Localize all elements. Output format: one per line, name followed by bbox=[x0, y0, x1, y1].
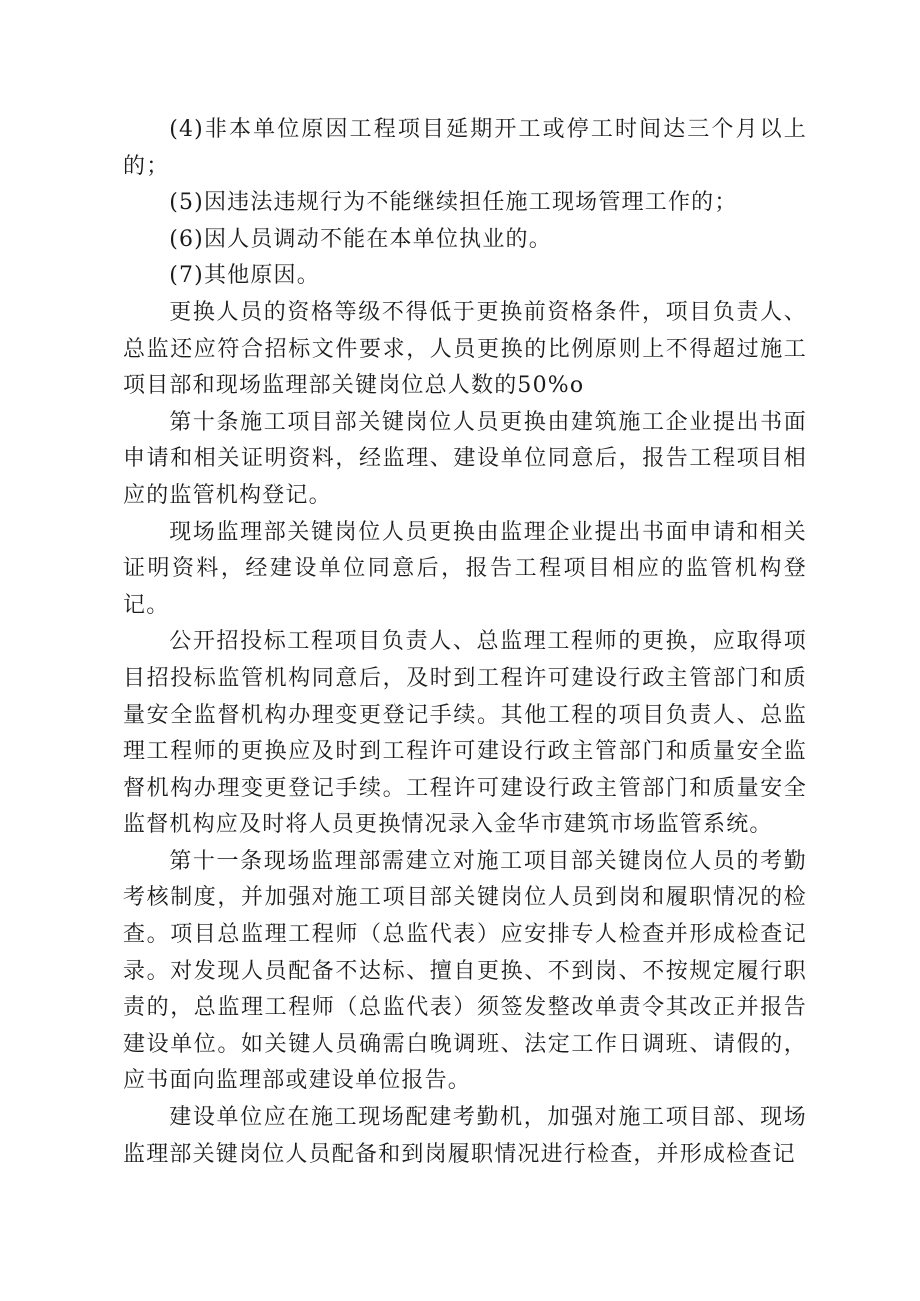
paragraph-article-10: 第十条施工项目部关键岗位人员更换由建筑施工企业提出书面申请和相关证明资料，经监理、建设单位同意后，报告工程项目相应的监管机构登记。 bbox=[123, 409, 807, 508]
document-body bbox=[123, 112, 807, 1173]
paragraph-item-7: (7)其他原因。 bbox=[169, 263, 320, 289]
paragraph-supervision-replacement: 现场监理部关键岗位人员更换由监理企业提出书面申请和相关证明资料，经建设单位同意后，报告工程项目相应的监管机构登记。 bbox=[123, 519, 807, 618]
paragraph-item-5: (5)因违法违规行为不能继续担任施工现场管理工作的； bbox=[169, 190, 738, 216]
paragraph-item-4: (4)非本单位原因工程项目延期开工或停工时间达三个月以上的； bbox=[123, 117, 807, 179]
paragraph-replacement-qualification: 更换人员的资格等级不得低于更换前资格条件，项目负责人、总监还应符合招标文件要求，人员更换的比例原则上不得超过施工项目部和现场监理部关键岗位总人数的50%o bbox=[123, 299, 807, 399]
paragraph-public-bidding: 公开招投标工程项目负责人、总监理工程师的更换，应取得项目招投标监管机构同意后，及时到工程许可建设行政主管部门和质量安全监督机构办理变更登记手续。其他工程的项目负责人、总监理工程师的更换应及时到工程许可建设行政主管部门和质量安全监督机构办理变更登记手续。工程许可建设行政主管部门和质量安全监督机构应及时将人员更换情况录入金华市建筑市场监管系统。 bbox=[123, 629, 807, 838]
paragraph-attendance-machine: 建设单位应在施工现场配建考勤机，加强对施工项目部、现场监理部关键岗位人员配备和到岗履职情况进行检查，并形成检查记 bbox=[123, 1105, 807, 1167]
paragraph-article-11: 第十一条现场监理部需建立对施工项目部关键岗位人员的考勤考核制度，并加强对施工项目部关键岗位人员到岗和履职情况的检查。项目总监理工程师（总监代表）应安排专人检查并形成检查记录。对发现人员配备不达标、擅自更换、不到岗、不按规定履行职责的，总监理工程师（总监代表）须签发整改单责令其改正并报告建设单位。如关键人员确需白晚调班、法定工作日调班、请假的，应书面向监理部或建设单位报告。 bbox=[123, 848, 807, 1094]
paragraph-item-6: (6)因人员调动不能在本单位执业的。 bbox=[169, 226, 552, 252]
